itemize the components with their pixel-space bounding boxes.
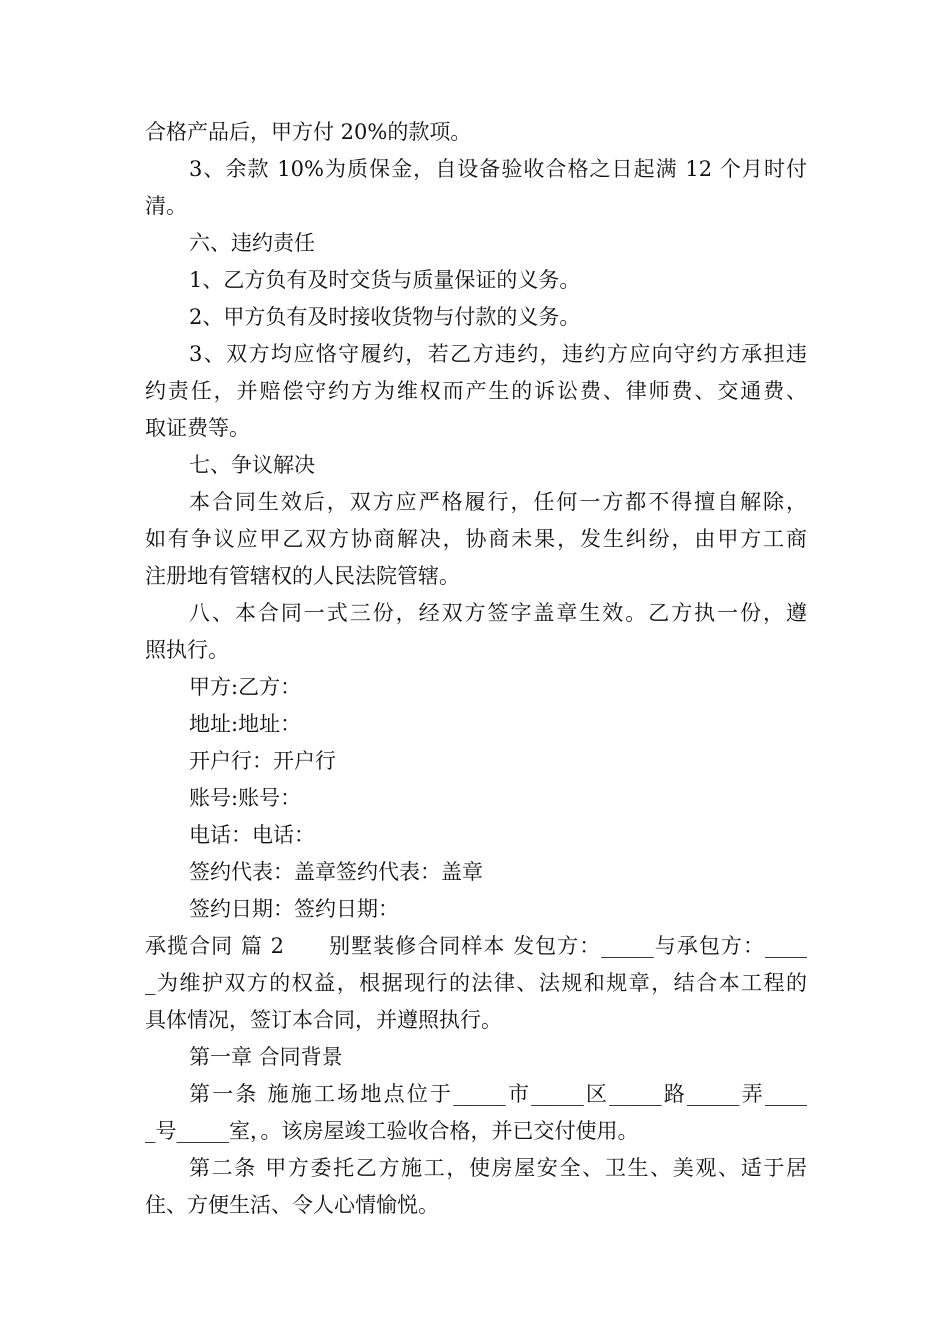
- text-line: 取证费等。: [145, 416, 250, 440]
- text-line: _为维护双方的权益，根据现行的法律、法规和规章，结合本工程的: [145, 971, 807, 995]
- text-line: 第一条 施施工场地点位于_____市_____区_____路_____弄____: [189, 1082, 807, 1106]
- text-line: 1、乙方负有及时交货与质量保证的义务。: [189, 268, 581, 292]
- document-body: [145, 114, 807, 1224]
- text-line: 本合同生效后，双方应严格履行，任何一方都不得擅自解除，: [189, 490, 807, 514]
- text-line: 注册地有管辖权的人民法院管辖。: [145, 564, 460, 588]
- text-line: 合格产品后，甲方付 20%的款项。: [145, 120, 472, 144]
- text-line: 具体情况，签订本合同，并遵照执行。: [145, 1008, 502, 1032]
- text-line: 照执行。: [145, 638, 229, 662]
- text-line: 约责任，并赔偿守约方为维权而产生的诉讼费、律师费、交通费、: [145, 379, 807, 403]
- text-line: 清。: [145, 194, 187, 218]
- text-line: 如有争议应甲乙双方协商解决，协商未果，发生纠纷，由甲方工商: [145, 527, 807, 551]
- text-line: _号_____室，。该房屋竣工验收合格，并已交付使用。: [145, 1119, 639, 1143]
- chapter-heading: 第一章 合同背景: [189, 1045, 343, 1069]
- signature-field: 电话：电话：: [189, 823, 315, 847]
- signature-field: 签约日期：签约日期：: [189, 897, 399, 921]
- signature-field: 开户行：开户行: [189, 749, 336, 773]
- signature-field: 地址:地址：: [189, 712, 302, 736]
- text-line: 3、双方均应恪守履约，若乙方违约，违约方应向守约方承担违: [189, 342, 807, 366]
- signature-field: 签约代表：盖章签约代表：盖章: [189, 860, 483, 884]
- contract-title-line: 承揽合同 篇 2 别墅装修合同样本 发包方：_____与承包方：____: [145, 934, 807, 958]
- signature-field: 甲方:乙方：: [189, 675, 302, 699]
- signature-field: 账号:账号：: [189, 786, 302, 810]
- text-line: 住、方便生活、令人心情愉悦。: [145, 1193, 439, 1217]
- text-line: 2、甲方负有及时接收货物与付款的义务。: [189, 305, 581, 329]
- text-line: 第二条 甲方委托乙方施工，使房屋安全、卫生、美观、适于居: [189, 1156, 807, 1180]
- text-line: 3、余款 10%为质保金，自设备验收合格之日起满 12 个月时付: [189, 157, 807, 181]
- text-line: 八、本合同一式三份，经双方签字盖章生效。乙方执一份，遵: [189, 601, 807, 625]
- section-heading: 七、争议解决: [189, 453, 315, 477]
- section-heading: 六、违约责任: [189, 231, 315, 255]
